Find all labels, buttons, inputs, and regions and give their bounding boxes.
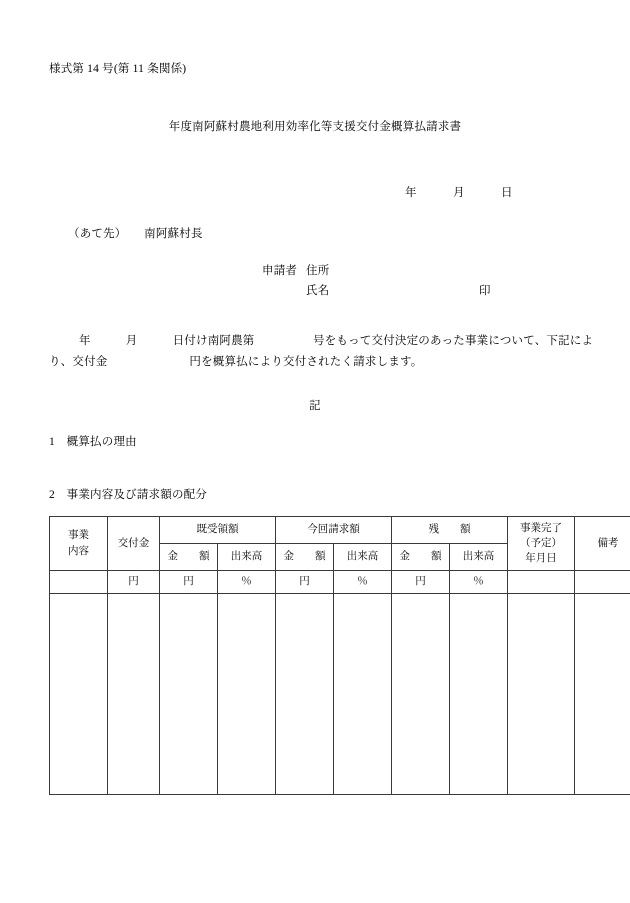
- header-business-content: 事業 内容: [50, 517, 108, 571]
- table-entry-row: [50, 594, 630, 795]
- header-request-amount: 金 額: [276, 544, 334, 571]
- section-2-heading: [49, 490, 207, 502]
- entry-request-progress[interactable]: [334, 594, 392, 795]
- addressee-line: （あて先） 南阿蘇村長: [68, 228, 203, 240]
- entry-balance-amount[interactable]: [392, 594, 450, 795]
- applicant-label: 申請者: [262, 265, 298, 277]
- unit-balance-amount: 円: [392, 571, 450, 594]
- header-completion-date: 事業完了 （予定） 年月日: [508, 517, 575, 571]
- header-grant-amount: 交付金: [108, 517, 160, 571]
- unit-request-progress: ％: [334, 571, 392, 594]
- table-header-row-groups: [50, 517, 630, 544]
- applicant-name-label: 氏名: [306, 285, 330, 297]
- unit-grant-amount: 円: [108, 571, 160, 594]
- section-2-title: 事業内容及び請求額の配分: [66, 489, 208, 501]
- body-paragraph-line-2: り、交付金 円を概算払により交付されたく請求します。: [49, 356, 423, 368]
- unit-business-content: [50, 571, 108, 594]
- entry-completion-date[interactable]: [508, 594, 575, 795]
- entry-grant-amount[interactable]: [108, 594, 160, 795]
- header-current-request: 今回請求額: [276, 517, 392, 544]
- entry-balance-progress[interactable]: [450, 594, 508, 795]
- unit-received-amount: 円: [160, 571, 218, 594]
- applicant-address-label: 住所: [306, 265, 330, 277]
- entry-business-content[interactable]: [50, 594, 108, 795]
- entry-received-amount[interactable]: [160, 594, 218, 795]
- header-received-progress: 出来高: [218, 544, 276, 571]
- entry-received-progress[interactable]: [218, 594, 276, 795]
- header-remarks: 備考: [575, 517, 630, 571]
- entry-remarks[interactable]: [575, 594, 630, 795]
- unit-request-amount: 円: [276, 571, 334, 594]
- body-paragraph-line-1: 年 月 日付け南阿農第 号をもって交付決定のあった事業について、下記によ: [79, 335, 594, 347]
- unit-received-progress: ％: [218, 571, 276, 594]
- header-already-received: 既受領額: [160, 517, 276, 544]
- header-balance: 残 額: [392, 517, 508, 544]
- section-1-number: 1: [49, 436, 55, 448]
- header-received-amount: 金 額: [160, 544, 218, 571]
- section-1-title: 概算払の理由: [66, 436, 137, 448]
- seal-mark: 印: [479, 285, 491, 297]
- unit-remarks: [575, 571, 630, 594]
- ki-notation: 記: [309, 400, 321, 412]
- grant-allocation-table: [49, 516, 630, 795]
- section-1-heading: [49, 437, 137, 449]
- date-line: 年 月 日: [405, 187, 513, 199]
- document-title: 年度南阿蘇村農地利用効率化等支援交付金概算払請求書: [168, 121, 462, 133]
- header-balance-amount: 金 額: [392, 544, 450, 571]
- header-request-progress: 出来高: [334, 544, 392, 571]
- form-number: 様式第 14 号(第 11 条関係): [49, 63, 187, 75]
- table-unit-row: [50, 571, 630, 594]
- section-2-number: 2: [49, 489, 55, 501]
- unit-balance-progress: ％: [450, 571, 508, 594]
- header-balance-progress: 出来高: [450, 544, 508, 571]
- unit-completion-date: [508, 571, 575, 594]
- entry-request-amount[interactable]: [276, 594, 334, 795]
